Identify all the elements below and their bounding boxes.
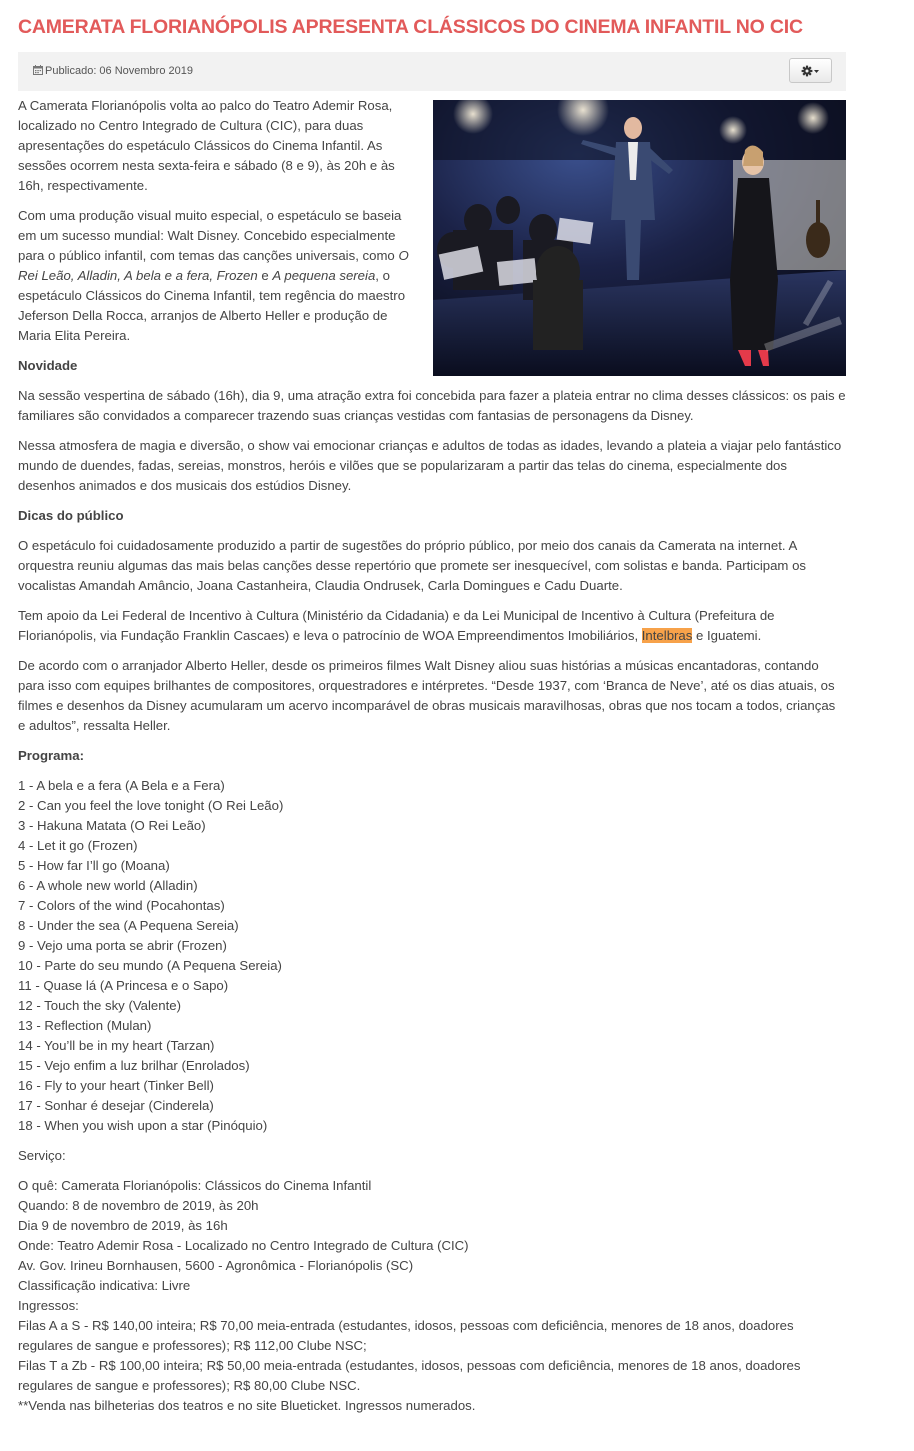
program-item: 15 - Vejo enfim a luz brilhar (Enrolados) xyxy=(18,1058,250,1073)
article-body xyxy=(18,96,846,1416)
program-item: 11 - Quase lá (A Princesa e o Sapo) xyxy=(18,978,229,993)
paragraph-dicas: O espetáculo foi cuidadosamente produzido a partir de sugestões do próprio público, por meio dos canais da Camerata na internet. A orquestra reuniu algumas das mais belas canções desse repertório que promete ser inesquecível, com solistas e banda. Participam os vocalistas Amandah Amâncio, Joana Castanheira, Claudia Ondrusek, Carla Domingues e Cadu Duarte. xyxy=(18,538,806,593)
program-item: 7 - Colors of the wind (Pocahontas) xyxy=(18,898,225,913)
paragraph-novidade: Na sessão vespertina de sábado (16h), dia 9, uma atração extra foi concebida para fazer a plateia entrar no clima desses clássicos: os pais e familiares são convidados a comparecer trazendo suas crianças vestidas com fantasias de personagens da Disney. xyxy=(18,388,846,423)
program-list xyxy=(18,776,846,1136)
program-item: 9 - Vejo uma porta se abrir (Frozen) xyxy=(18,938,227,953)
heading-programa-text: Programa: xyxy=(18,748,84,763)
paragraph-sponsors-text: Tem apoio da Lei Federal de Incentivo à Cultura (Ministério da Cidadania) e da Lei Municipal de Incentivo à Cultura (Prefeitura de Florianópolis, via Fundação Franklin Cascaes) e leva o patrocínio de WOA Empreendimentos Imobiliários, xyxy=(18,608,775,643)
program-item: 16 - Fly to your heart (Tinker Bell) xyxy=(18,1078,214,1093)
article-info-bar xyxy=(18,52,846,91)
program-item: 18 - When you wish upon a star (Pinóquio) xyxy=(18,1118,268,1133)
heading-servico: Serviço: xyxy=(18,1148,66,1163)
published-date xyxy=(33,65,193,79)
heading-programa xyxy=(18,746,846,766)
paragraph-production-text: Com uma produção visual muito especial, o espetáculo se baseia em um sucesso mundial: Walt Disney. Concebido especialmente para o público infantil, com temas das canções universais, como xyxy=(18,208,402,263)
program-item: 12 - Touch the sky (Valente) xyxy=(18,998,181,1013)
paragraph-heller-quote: De acordo com o arranjador Alberto Heller, desde os primeiros filmes Walt Disney aliou suas histórias a músicas encantadoras, contando para isso com equipes brilhantes de compositores, orquestradores e intérpretes. “Desde 1937, com ‘Branca de Neve’, até os dias atuais, os filmes e desenhos da Disney acumularam um acervo incomparável de obras musicais maravilhosas, obras que nos tocam a todos, crianças e adultos”, ressalta Heller. xyxy=(18,658,836,733)
film-titles-emphasis: O Rei Leão, Alladin, A bela e a fera, Frozen xyxy=(18,248,409,283)
service-line: Dia 9 de novembro de 2019, às 16h xyxy=(18,1218,228,1233)
film-title-emphasis: A pequena sereia xyxy=(272,268,376,283)
calendar-icon xyxy=(33,65,43,79)
program-item: 14 - You’ll be in my heart (Tarzan) xyxy=(18,1038,215,1053)
program-item: 17 - Sonhar é desejar (Cinderela) xyxy=(18,1098,214,1113)
article-tools-button[interactable] xyxy=(789,58,832,83)
paragraph-sponsors xyxy=(18,606,846,646)
program-item: 4 - Let it go (Frozen) xyxy=(18,838,138,853)
paragraph-production-conjunction: e xyxy=(257,268,273,283)
article xyxy=(18,0,846,1416)
paragraph-sponsors-text-end: e Iguatemi. xyxy=(692,628,762,643)
program-item: 10 - Parte do seu mundo (A Pequena Sereia) xyxy=(18,958,282,973)
paragraph-intro: A Camerata Florianópolis volta ao palco do Teatro Ademir Rosa, localizado no Centro Integrado de Cultura (CIC), para duas apresentações do espetáculo Clássicos do Cinema Infantil. As sessões ocorrem nesta sexta-feira e sábado (8 e 9), às 20h e às 16h, respectivamente. xyxy=(18,98,395,193)
program-item: 2 - Can you feel the love tonight (O Rei Leão) xyxy=(18,798,284,813)
paragraph-atmosphere: Nessa atmosfera de magia e diversão, o show vai emocionar crianças e adultos de todas as idades, levando a plateia a viajar pelo fantástico mundo de duendes, fadas, sereias, monstros, heróis e vilões que se popularizaram a partir das telas do cinema, especialmente dos desenhos animados e dos musicais dos estúdios Disney. xyxy=(18,438,842,493)
concert-photo xyxy=(433,100,846,376)
service-line: Classificação indicativa: Livre xyxy=(18,1278,191,1293)
program-item: 13 - Reflection (Mulan) xyxy=(18,1018,152,1033)
program-item: 8 - Under the sea (A Pequena Sereia) xyxy=(18,918,239,933)
program-item: 1 - A bela e a fera (A Bela e a Fera) xyxy=(18,778,225,793)
highlighted-sponsor: Intelbras xyxy=(641,628,693,643)
heading-dicas xyxy=(18,506,846,526)
program-item: 6 - A whole new world (Alladin) xyxy=(18,878,198,893)
service-line: Onde: Teatro Ademir Rosa - Localizado no Centro Integrado de Cultura (CIC) xyxy=(18,1238,469,1253)
service-line: Filas T a Zb - R$ 100,00 inteira; R$ 50,00 meia-entrada (estudantes, idosos, pessoas com deficiência, menores de 18 anos, doadores regulares de sangue e professores); R$ 80,00 Clube NSC. xyxy=(18,1358,801,1393)
service-line: **Venda nas bilheterias dos teatros e no site Blueticket. Ingressos numerados. xyxy=(18,1398,476,1413)
service-line: Quando: 8 de novembro de 2019, às 20h xyxy=(18,1198,259,1213)
service-line: Av. Gov. Irineu Bornhausen, 5600 - Agronômica - Florianópolis (SC) xyxy=(18,1258,414,1273)
program-item: 5 - How far I’ll go (Moana) xyxy=(18,858,170,873)
heading-novidade-text: Novidade xyxy=(18,358,78,373)
service-line: Filas A a S - R$ 140,00 inteira; R$ 70,00 meia-entrada (estudantes, idosos, pessoas com deficiência, menores de 18 anos, doadores regulares de sangue e professores); R$ 112,00 Clube NSC; xyxy=(18,1318,794,1353)
service-list xyxy=(18,1176,846,1416)
published-label: Publicado: 06 Novembro 2019 xyxy=(45,65,193,77)
gear-icon xyxy=(801,65,821,77)
service-line: O quê: Camerata Florianópolis: Clássicos do Cinema Infantil xyxy=(18,1178,372,1193)
heading-dicas-text: Dicas do público xyxy=(18,508,124,523)
article-title[interactable]: CAMERATA FLORIANÓPOLIS APRESENTA CLÁSSICOS DO CINEMA INFANTIL NO CIC xyxy=(18,16,803,38)
program-item: 3 - Hakuna Matata (O Rei Leão) xyxy=(18,818,206,833)
paragraph-production-text-end: , o espetáculo Clássicos do Cinema Infantil, tem regência do maestro Jeferson Della Rocca, arranjos de Alberto Heller e produção de Maria Elita Pereira. xyxy=(18,268,406,343)
service-line: Ingressos: xyxy=(18,1298,79,1313)
